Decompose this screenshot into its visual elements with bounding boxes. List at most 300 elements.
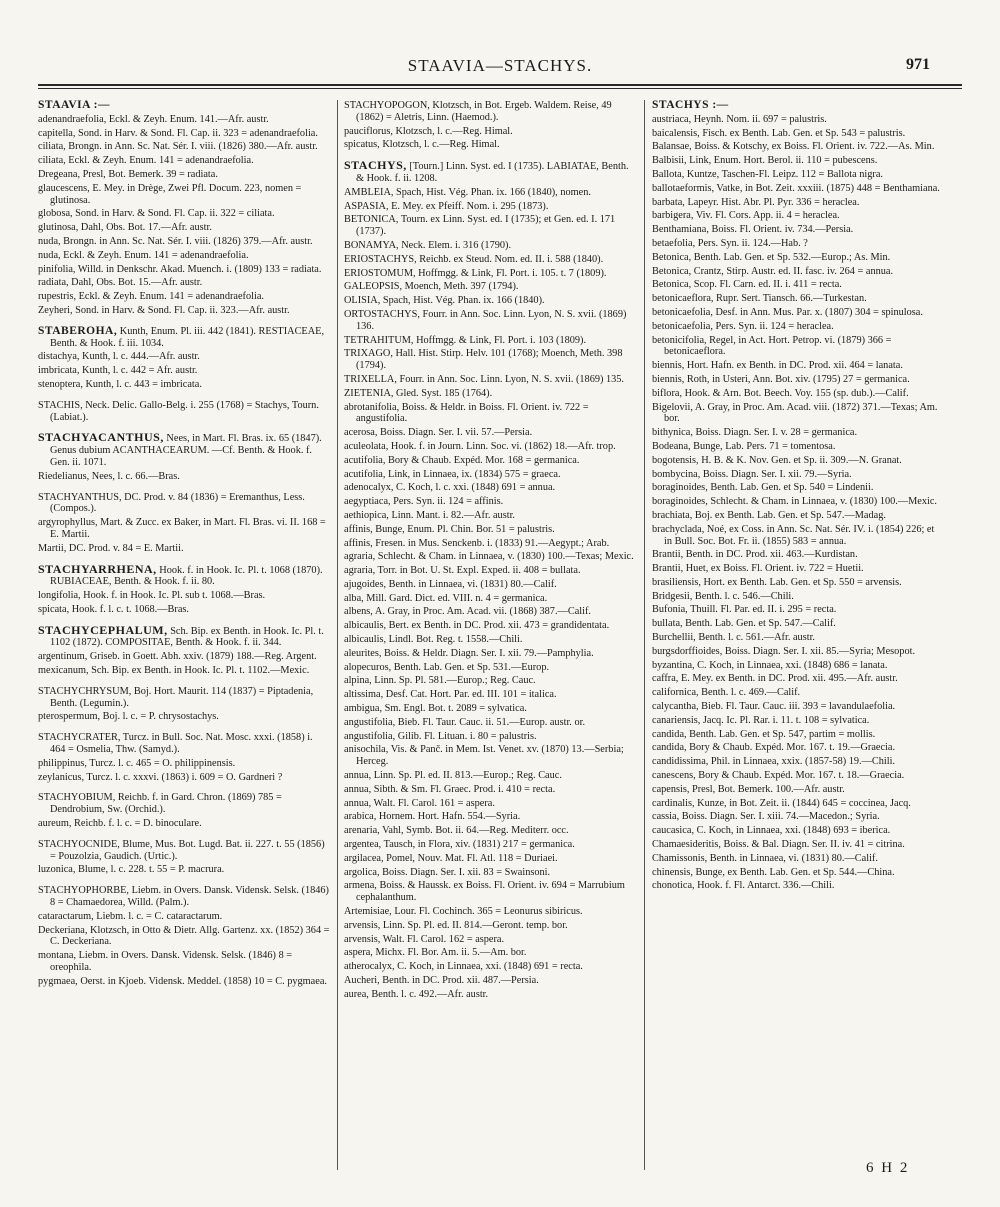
entry-text: barbigera, Viv. Fl. Cors. App. ii. 4 = heraclea. <box>652 210 840 222</box>
entry-text: calycantha, Bieb. Fl. Taur. Cauc. iii. 393 = lavandulaefolia. <box>652 701 896 713</box>
entry-text: argolica, Boiss. Diagn. Ser. I. xii. 83 = Swainsoni. <box>344 866 551 878</box>
entry-text: agraria, Schlecht. & Cham. in Linnaea, v. (1830) 100.—Texas; Mexic. <box>344 551 634 563</box>
entry-text: boraginoides, Benth. Lab. Gen. et Sp. 540 = Lindenii. <box>652 482 874 494</box>
entry-text: Artemisiae, Lour. Fl. Cochinch. 365 = Leonurus sibiricus. <box>344 906 583 918</box>
dictionary-entry <box>344 281 636 293</box>
dictionary-entry <box>344 469 636 481</box>
dictionary-entry <box>344 295 636 307</box>
entry-text: chonotica, Hook. f. Fl. Antarct. 336.—Chili. <box>652 880 835 892</box>
entry-text: AMBLEIA, Spach, Hist. Vég. Phan. ix. 166 (1840), nomen. <box>344 186 591 198</box>
entry-text: argentea, Tausch, in Flora, xiv. (1831) 217 = germanica. <box>344 839 575 851</box>
entry-text: annua, Sibth. & Sm. Fl. Graec. Prod. i. 410 = recta. <box>344 783 556 795</box>
dictionary-entry <box>344 989 636 1001</box>
entry-text: ASPASIA, E. Mey. ex Pfeiff. Nom. i. 295 (1873). <box>344 200 549 212</box>
dictionary-entry <box>652 307 944 319</box>
dictionary-entry <box>38 925 330 949</box>
dictionary-entry <box>652 374 944 386</box>
genus-name: STACHYCEPHALUM, <box>38 622 168 637</box>
entry-text: STACHYCHRYSUM, Boj. Hort. Maurit. 114 (1837) = Piptadenia, Benth. (Legumin.). <box>38 685 314 709</box>
dictionary-entry <box>652 141 944 153</box>
entry-text: Zeyheri, Sond. in Harv. & Sond. Fl. Cap. ii. 323.—Afr. austr. <box>38 304 290 316</box>
entry-text: boraginoides, Schlecht. & Cham. in Linnaea, v. (1830) 100.—Mexic. <box>652 496 938 508</box>
entry-text: nuda, Brongn. in Ann. Sc. Nat. Sér. I. viii. (1826) 379.—Afr. austr. <box>38 235 313 247</box>
dictionary-entry <box>652 197 944 209</box>
dictionary-entry <box>38 651 330 663</box>
dictionary-entry <box>38 950 330 974</box>
entry-text: abrotanifolia, Boiss. & Heldr. in Boiss. Fl. Orient. iv. 722 = angustifolia. <box>344 401 589 425</box>
dictionary-entry <box>652 469 944 481</box>
entry-text: angustifolia, Gilib. Fl. Lituan. i. 80 = palustris. <box>344 730 537 742</box>
dictionary-entry <box>344 825 636 837</box>
column-divider <box>337 100 338 1170</box>
dictionary-entry <box>652 524 944 548</box>
dictionary-entry <box>344 648 636 660</box>
entry-text: byzantina, C. Koch, in Linnaea, xxi. (1848) 686 = lanata. <box>652 659 888 671</box>
dictionary-entry <box>344 126 636 138</box>
dictionary-entry <box>652 455 944 467</box>
entry-text: STACHIS, Neck. Delic. Gallo-Belg. i. 255 (1768) = Stachys, Tourn. (Labiat.). <box>38 399 319 423</box>
entry-text: STACHYOPHORBE, Liebm. in Overs. Dansk. Vidensk. Selsk. (1846) 8 = Chamaedorea, Willd. (Palm.). <box>38 885 329 909</box>
entry-text: adenocalyx, C. Koch, l. c. xxi. (1848) 691 = annua. <box>344 482 556 494</box>
dictionary-entry <box>38 208 330 220</box>
dictionary-entry <box>38 976 330 988</box>
entry-text: Riedelianus, Nees, l. c. 66.—Bras. <box>38 470 180 482</box>
entry-text: agraria, Torr. in Bot. U. St. Expl. Exped. ii. 408 = bullata. <box>344 565 581 577</box>
dictionary-entry <box>38 885 330 909</box>
dictionary-entry <box>38 517 330 541</box>
dictionary-entry <box>344 880 636 904</box>
dictionary-entry <box>344 675 636 687</box>
entry-text: Sch. Bip. ex Benth. in Hook. Ic. Pl. t. 1102 (1872). COMPOSITAE, Benth. & Hook. f. ii. 344. <box>50 625 324 649</box>
entry-text: Brantii, Huet, ex Boiss. Fl. Orient. iv. 722 = Huetii. <box>652 563 864 575</box>
dictionary-entry <box>344 867 636 879</box>
dictionary-entry <box>344 201 636 213</box>
dictionary-entry <box>344 784 636 796</box>
dictionary-entry <box>344 798 636 810</box>
dictionary-entry <box>344 496 636 508</box>
genus-heading <box>344 160 636 185</box>
dictionary-entry <box>344 947 636 959</box>
dictionary-entry <box>652 839 944 851</box>
dictionary-entry <box>652 224 944 236</box>
entry-text: bombycina, Boiss. Diagn. Ser. I. xii. 79.—Syria. <box>652 468 852 480</box>
entry-text: Balansae, Boiss. & Kotschy, ex Boiss. Fl. Orient. iv. 722.—As. Min. <box>652 141 935 153</box>
entry-text: Bigelovii, A. Gray, in Proc. Am. Acad. viii. (1872) 371.—Texas; Am. bor. <box>652 401 938 425</box>
entry-text: betonicaefolia, Desf. in Ann. Mus. Par. x. (1807) 304 = spinulosa. <box>652 306 923 318</box>
entry-text: Bodeana, Bunge, Lab. Pers. 71 = tomentosa. <box>652 440 836 452</box>
genus-name: STACHYARRHENA, <box>38 561 157 576</box>
entry-text: nuda, Eckl. & Zeyh. Enum. 141 = adenandraefolia. <box>38 249 249 261</box>
entry-text: Deckeriana, Klotzsch, in Otto & Dietr. Allg. Gartenz. xx. (1852) 364 = C. Deckeriana. <box>38 924 330 948</box>
entry-text: [Tourn.] Linn. Syst. ed. I (1735). LABIATAE, Benth. & Hook. f. ii. 1208. <box>356 161 629 184</box>
dictionary-entry <box>344 975 636 987</box>
column-right <box>652 100 944 894</box>
entry-text: ballotaeformis, Vatke, in Bot. Zeit. xxxiii. (1875) 448 = Benthamiana. <box>652 182 940 194</box>
column-divider <box>644 100 645 1170</box>
entry-text: biennis, Roth, in Usteri, Ann. Bot. xiv. (1795) 27 = germanica. <box>652 373 910 385</box>
entry-text: burgsdorffioides, Boiss. Diagn. Ser. I. xii. 85.—Syria; Mesopot. <box>652 645 916 657</box>
dictionary-entry <box>344 934 636 946</box>
genus-name: STACHYS :— <box>652 99 729 111</box>
dictionary-entry <box>652 825 944 837</box>
entry-text: biflora, Hook. & Arn. Bot. Beech. Voy. 155 (sp. dub.).—Calif. <box>652 387 909 399</box>
dictionary-entry <box>38 772 330 784</box>
page-header <box>0 56 1000 82</box>
dictionary-entry <box>38 758 330 770</box>
dictionary-entry <box>38 839 330 863</box>
dictionary-entry <box>652 482 944 494</box>
entry-text: philippinus, Turcz. l. c. 465 = O. philippinensis. <box>38 757 236 769</box>
dictionary-entry <box>652 388 944 400</box>
dictionary-entry <box>344 388 636 400</box>
dictionary-entry <box>38 911 330 923</box>
entry-text: austriaca, Heynh. Nom. ii. 697 = palustris. <box>652 113 827 125</box>
dictionary-entry <box>344 309 636 333</box>
dictionary-entry <box>38 818 330 830</box>
entry-text: arvensis, Walt. Fl. Carol. 162 = aspera. <box>344 933 505 945</box>
entry-text: capitella, Sond. in Harv. & Sond. Fl. Cap. ii. 323 = adenandraefolia. <box>38 127 318 139</box>
entry-text: Hook. f. in Hook. Ic. Pl. t. 1068 (1870). RUBIACEAE, Benth. & Hook. f. ii. 80. <box>50 564 323 588</box>
entry-text: bullata, Benth. Lab. Gen. et Sp. 547.—Calif. <box>652 618 836 630</box>
entry-text: aurea, Benth. l. c. 492.—Afr. austr. <box>344 988 489 1000</box>
dictionary-entry <box>652 360 944 372</box>
entry-text: affinis, Bunge, Enum. Pl. Chin. Bor. 51 = palustris. <box>344 523 555 535</box>
dictionary-entry <box>344 348 636 372</box>
dictionary-entry <box>652 715 944 727</box>
dictionary-entry <box>652 673 944 685</box>
entry-text: pauciflorus, Klotzsch, l. c.—Reg. Himal. <box>344 125 513 137</box>
dictionary-entry <box>344 839 636 851</box>
dictionary-entry <box>344 717 636 729</box>
entry-text: spicatus, Klotzsch, l. c.—Reg. Himal. <box>344 139 500 151</box>
printer-signature: 6 H 2 <box>866 1160 910 1176</box>
entry-text: STACHYOBIUM, Reichb. f. in Gard. Chron. (1869) 785 = Dendrobium, Sw. (Orchid.). <box>38 792 282 816</box>
dictionary-entry <box>38 236 330 248</box>
entry-text: arenaria, Vahl, Symb. Bot. ii. 64.—Reg. Mediterr. occ. <box>344 825 569 837</box>
dictionary-entry <box>38 732 330 756</box>
dictionary-entry <box>652 798 944 810</box>
entry-text: aspera, Michx. Fl. Bor. Am. ii. 5.—Am. bor. <box>344 947 527 959</box>
entry-text: Betonica, Crantz, Stirp. Austr. ed. II. fasc. iv. 264 = annua. <box>652 265 894 277</box>
page-number: 971 <box>906 56 930 73</box>
entry-text: pterospermum, Boj. l. c. = P. chrysostachys. <box>38 711 219 723</box>
dictionary-entry <box>344 482 636 494</box>
entry-text: ERIOSTACHYS, Reichb. ex Steud. Nom. ed. II. i. 588 (1840). <box>344 253 604 265</box>
entry-text: chinensis, Bunge, ex Benth. Lab. Gen. et Sp. 544.—China. <box>652 866 895 878</box>
entry-text: aculeolata, Hook. f. in Journ. Linn. Soc. vi. (1862) 18.—Afr. trop. <box>344 440 616 452</box>
dictionary-entry <box>344 551 636 563</box>
entry-text: caffra, E. Mey. ex Benth. in DC. Prod. xii. 495.—Afr. austr. <box>652 673 898 685</box>
entry-text: STACHYOPOGON, Klotzsch, in Bot. Ergeb. Waldem. Reise, 49 (1862) = Aletris, Linn. (Haemod.). <box>344 100 612 123</box>
entry-text: pinifolia, Willd. in Denkschr. Akad. Muench. i. (1809) 133 = radiata. <box>38 263 322 275</box>
dictionary-entry <box>652 183 944 195</box>
entry-text: annua, Walt. Fl. Carol. 161 = aspera. <box>344 797 495 809</box>
dictionary-entry <box>652 770 944 782</box>
entry-text: caucasica, C. Koch, in Linnaea, xxi. (1848) 693 = iberica. <box>652 825 891 837</box>
entry-text: stenoptera, Kunth, l. c. 443 = imbricata. <box>38 378 202 390</box>
entry-text: montana, Liebm. in Overs. Dansk. Vidensk. Selsk. (1846) 8 = oreophila. <box>38 950 293 974</box>
dictionary-entry <box>38 686 330 710</box>
entry-text: Burchellii, Benth. l. c. 561.—Afr. austr. <box>652 632 816 644</box>
dictionary-entry <box>652 252 944 264</box>
entry-text: candidissima, Phil. in Linnaea, xxix. (1857-58) 19.—Chili. <box>652 756 896 768</box>
entry-text: affinis, Fresen. in Mus. Senckenb. i. (1833) 91.—Aegypt.; Arab. <box>344 537 610 549</box>
dictionary-entry <box>38 169 330 181</box>
dictionary-entry <box>344 524 636 536</box>
dictionary-entry <box>344 811 636 823</box>
dictionary-entry <box>38 864 330 876</box>
entry-text: adenandraefolia, Eckl. & Zeyh. Enum. 141.—Afr. austr. <box>38 113 269 125</box>
genus-heading <box>38 100 330 112</box>
dictionary-entry <box>652 321 944 333</box>
entry-text: aegyptiaca, Pers. Syn. ii. 124 = affinis. <box>344 496 504 508</box>
entry-text: BONAMYA, Neck. Elem. i. 316 (1790). <box>344 239 512 251</box>
entry-text: barbata, Lapeyr. Hist. Abr. Pl. Pyr. 336 = heraclea. <box>652 196 860 208</box>
entry-text: armena, Boiss. & Haussk. ex Boiss. Fl. Orient. iv. 694 = Marrubium cephalanthum. <box>344 880 625 904</box>
dictionary-entry <box>344 268 636 280</box>
dictionary-entry <box>344 374 636 386</box>
dictionary-entry <box>344 593 636 605</box>
dictionary-entry <box>344 538 636 550</box>
entry-text: albicaulis, Lindl. Bot. Reg. t. 1558.—Chili. <box>344 634 523 646</box>
entry-text: alopecuros, Benth. Lab. Gen. et Sp. 531.—Europ. <box>344 661 550 673</box>
entry-text: Dregeana, Presl, Bot. Bemerk. 39 = radiata. <box>38 168 218 180</box>
dictionary-entry <box>38 379 330 391</box>
dictionary-entry <box>344 510 636 522</box>
header-rule-thin <box>38 88 962 89</box>
dictionary-entry <box>38 351 330 363</box>
dictionary-entry <box>38 400 330 424</box>
dictionary-entry <box>38 471 330 483</box>
dictionary-entry <box>652 335 944 359</box>
entry-text: californica, Benth. l. c. 469.—Calif. <box>652 687 801 699</box>
dictionary-entry <box>652 742 944 754</box>
dictionary-entry <box>344 606 636 618</box>
entry-text: albicaulis, Bert. ex Benth. in DC. Prod. xii. 473 = grandidentata. <box>344 620 610 632</box>
dictionary-entry <box>652 880 944 892</box>
entry-text: acerosa, Boiss. Diagn. Ser. I. vii. 57.—Persia. <box>344 427 533 439</box>
entry-text: STACHYANTHUS, DC. Prod. v. 84 (1836) = Eremanthus, Less. (Compos.). <box>38 491 305 515</box>
entry-text: Chamaesideritis, Boiss. & Bal. Diagn. Ser. II. iv. 41 = citrina. <box>652 839 905 851</box>
entry-text: OLISIA, Spach, Hist. Vég. Phan. ix. 166 (1840). <box>344 295 545 307</box>
entry-text: arvensis, Linn. Sp. Pl. ed. II. 814.—Geront. temp. bor. <box>344 919 568 931</box>
genus-heading <box>38 326 330 350</box>
entry-text: albens, A. Gray, in Proc. Am. Acad. vii. (1868) 387.—Calif. <box>344 606 591 618</box>
genus-heading <box>652 100 944 112</box>
dictionary-entry <box>344 579 636 591</box>
entry-text: bogotensis, H. B. & K. Nov. Gen. et Sp. ii. 309.—N. Granat. <box>652 454 902 466</box>
dictionary-entry <box>38 128 330 140</box>
entry-text: Betonica, Scop. Fl. Carn. ed. II. i. 411 = recta. <box>652 279 842 291</box>
entry-text: Chamissonis, Benth. in Linnaea, vi. (1831) 80.—Calif. <box>652 852 878 864</box>
dictionary-entry <box>652 604 944 616</box>
entry-text: BETONICA, Tourn. ex Linn. Syst. ed. I (1735); et Gen. ed. I. 171 (1737). <box>344 214 616 238</box>
dictionary-entry <box>38 665 330 677</box>
entry-text: zeylanicus, Turcz. l. c. xxxvi. (1863) i. 609 = O. Gardneri ? <box>38 771 283 783</box>
dictionary-entry <box>652 402 944 426</box>
entry-text: glaucescens, E. Mey. in Drège, Zwei Pfl. Docum. 223, nomen = glutinosa. <box>38 182 302 206</box>
genus-name: STABEROHA, <box>38 324 118 337</box>
dictionary-entry <box>38 222 330 234</box>
entry-text: betonicaeflora, Rupr. Sert. Tiansch. 66.—Turkestan. <box>652 293 867 305</box>
dictionary-entry <box>344 853 636 865</box>
entry-text: Betonica, Benth. Lab. Gen. et Sp. 532.—Europ.; As. Min. <box>652 251 891 263</box>
dictionary-entry <box>652 210 944 222</box>
dictionary-entry <box>38 492 330 516</box>
entry-text: STACHYCRATER, Turcz. in Bull. Soc. Nat. Mosc. xxxi. (1858) i. 464 = Osmelia, Thw. (Samyd.). <box>38 732 313 756</box>
dictionary-entry <box>38 141 330 153</box>
entry-text: Nees, in Mart. Fl. Bras. ix. 65 (1847). Genus dubium ACANTHACEARUM. —Cf. Benth. & Hook. f. Gen. ii. 1071. <box>50 433 322 468</box>
dictionary-entry <box>344 214 636 238</box>
dictionary-entry <box>344 402 636 426</box>
entry-text: angustifolia, Bieb. Fl. Taur. Cauc. ii. 51.—Europ. austr. or. <box>344 716 586 728</box>
header-rule <box>38 84 962 86</box>
dictionary-entry <box>344 961 636 973</box>
entry-text: TETRAHITUM, Hoffmgg. & Link, Fl. Port. i. 103 (1809). <box>344 334 587 346</box>
dictionary-entry <box>652 646 944 658</box>
entry-text: globosa, Sond. in Harv. & Sond. Fl. Cap. ii. 322 = ciliata. <box>38 208 275 220</box>
entry-text: cassia, Boiss. Diagn. Ser. I. xiii. 74.—Macedon.; Syria. <box>652 811 880 823</box>
entry-text: ORTOSTACHYS, Fourr. in Ann. Soc. Linn. Lyon, N. S. xvii. (1869) 136. <box>344 308 627 332</box>
dictionary-entry <box>38 711 330 723</box>
entry-text: TRIXAGO, Hall. Hist. Stirp. Helv. 101 (1768); Moench, Meth. 398 (1794). <box>344 348 623 372</box>
entry-text: anisochila, Vis. & Panč. in Mem. Ist. Venet. xv. (1870) 13.—Serbia; Herceg. <box>344 744 624 768</box>
dictionary-entry <box>652 128 944 140</box>
dictionary-entry <box>652 496 944 508</box>
dictionary-entry <box>38 543 330 555</box>
entry-text: Brantii, Benth. in DC. Prod. xii. 463.—Kurdistan. <box>652 549 858 561</box>
entry-text: Bufonia, Thuill. Fl. Par. ed. II. i. 295 = recta. <box>652 604 837 616</box>
entry-text: aureum, Reichb. f. l. c. = D. binoculare. <box>38 818 202 830</box>
dictionary-entry <box>344 634 636 646</box>
dictionary-entry <box>38 792 330 816</box>
dictionary-entry <box>344 254 636 266</box>
entry-text: pygmaea, Oerst. in Kjoeb. Vidensk. Meddel. (1858) 10 = C. pygmaea. <box>38 975 327 987</box>
entry-text: luzonica, Blume, l. c. 228. t. 55 = P. macrura. <box>38 864 225 876</box>
entry-text: ciliata, Eckl. & Zeyh. Enum. 141 = adenandraefolia. <box>38 155 254 167</box>
dictionary-entry <box>652 279 944 291</box>
entry-text: Aucheri, Benth. in DC. Prod. xii. 487.—Persia. <box>344 975 539 986</box>
entry-text: argilacea, Pomel, Nouv. Mat. Fl. Atl. 118 = Duriaei. <box>344 852 558 864</box>
dictionary-entry <box>652 811 944 823</box>
dictionary-entry <box>38 114 330 126</box>
dictionary-entry <box>652 293 944 305</box>
genus-heading <box>38 561 330 589</box>
entry-text: acutifolia, Bory & Chaub. Expéd. Mor. 168 = germanica. <box>344 454 580 466</box>
genus-heading <box>38 432 330 468</box>
genus-name: STACHYS, <box>344 158 407 173</box>
dictionary-entry <box>344 703 636 715</box>
entry-text: argyrophyllus, Mart. & Zucc. ex Baker, in Mart. Fl. Bras. vi. II. 168 = E. Martii. <box>38 517 326 540</box>
dictionary-entry <box>652 563 944 575</box>
entry-text: longifolia, Hook. f. in Hook. Ic. Pl. sub t. 1068.—Bras. <box>38 590 266 602</box>
dictionary-entry <box>652 549 944 561</box>
dictionary-entry <box>344 920 636 932</box>
dictionary-entry <box>652 687 944 699</box>
column-middle <box>344 100 636 1003</box>
entry-text: imbricata, Kunth, l. c. 442 = Afr. austr. <box>38 365 198 377</box>
entry-text: brachiata, Boj. ex Benth. Lab. Gen. et Sp. 547.—Madag. <box>652 509 886 521</box>
entry-text: biennis, Hort. Hafn. ex Benth. in DC. Prod. xii. 464 = lanata. <box>652 360 903 372</box>
dictionary-entry <box>652 238 944 250</box>
dictionary-entry <box>344 100 636 124</box>
dictionary-entry <box>344 187 636 199</box>
dictionary-entry <box>652 427 944 439</box>
dictionary-entry <box>652 729 944 741</box>
dictionary-entry <box>652 169 944 181</box>
dictionary-entry <box>38 277 330 289</box>
dictionary-entry <box>652 660 944 672</box>
dictionary-entry <box>38 590 330 602</box>
dictionary-entry <box>38 305 330 317</box>
dictionary-entry <box>344 441 636 453</box>
dictionary-entry <box>652 756 944 768</box>
entry-text: betonicaefolia, Pers. Syn. ii. 124 = heraclea. <box>652 320 834 332</box>
entry-text: capensis, Presl, Bot. Bemerk. 100.—Afr. austr. <box>652 783 845 795</box>
entry-text: acutifolia, Link, in Linnaea, ix. (1834) 575 = graeca. <box>344 468 561 480</box>
entry-text: TRIXELLA, Fourr. in Ann. Soc. Linn. Lyon, N. S. xvii. (1869) 135. <box>344 373 625 385</box>
entry-text: spicata, Hook. f. l. c. t. 1068.—Bras. <box>38 603 189 615</box>
entry-text: STACHYOCNIDE, Blume, Mus. Bot. Lugd. Bat. ii. 227. t. 55 (1856) = Pouzolzia, Gaudich. (Urtic.). <box>38 838 325 862</box>
entry-text: annua, Linn. Sp. Pl. ed. II. 813.—Europ.; Reg. Cauc. <box>344 770 562 782</box>
dictionary-entry <box>652 441 944 453</box>
dictionary-entry <box>38 183 330 207</box>
entry-text: baicalensis, Fisch. ex Benth. Lab. Gen. et Sp. 543 = palustris. <box>652 127 906 139</box>
entry-text: brasiliensis, Hort. ex Benth. Lab. Gen. et Sp. 550 = arvensis. <box>652 576 902 588</box>
entry-text: bithynica, Boiss. Diagn. Ser. I. v. 28 = germanica. <box>652 427 858 439</box>
entry-text: distachya, Kunth, l. c. 444.—Afr. austr. <box>38 351 200 363</box>
entry-text: ciliata, Brongn. in Ann. Sc. Nat. Sér. I. viii. (1826) 380.—Afr. austr. <box>38 141 318 153</box>
dictionary-entry <box>344 565 636 577</box>
dictionary-entry <box>38 155 330 167</box>
entry-text: betonicifolia, Regel, in Act. Hort. Petrop. vi. (1879) 366 = betonicaeflora. <box>652 334 892 358</box>
entry-text: ambigua, Sm. Engl. Bot. t. 2089 = sylvatica. <box>344 703 527 715</box>
dictionary-entry <box>38 604 330 616</box>
dictionary-entry <box>344 662 636 674</box>
entry-text: Bridgesii, Benth. l. c. 546.—Chili. <box>652 590 794 602</box>
entry-text: mexicanum, Sch. Bip. ex Benth. in Hook. Ic. Pl. t. 1102.—Mexic. <box>38 665 310 677</box>
dictionary-entry <box>344 689 636 701</box>
entry-text: GALEOPSIS, Moench, Meth. 397 (1794). <box>344 281 519 293</box>
dictionary-entry <box>652 867 944 879</box>
entry-text: aleurites, Boiss. & Heldr. Diagn. Ser. I. xii. 79.—Pamphylia. <box>344 647 594 659</box>
dictionary-entry <box>344 906 636 918</box>
entry-text: aethiopica, Linn. Mant. i. 82.—Afr. austr. <box>344 509 516 521</box>
dictionary-entry <box>344 455 636 467</box>
entry-text: cataractarum, Liebm. l. c. = C. cataractarum. <box>38 910 223 922</box>
entry-text: Kunth, Enum. Pl. iii. 442 (1841). RESTIACEAE, Benth. & Hook. f. iii. 1034. <box>50 325 325 349</box>
entry-text: betaefolia, Pers. Syn. ii. 124.—Hab. ? <box>652 237 808 249</box>
dictionary-entry <box>652 853 944 865</box>
entry-text: arabica, Hornem. Hort. Hafn. 554.—Syria. <box>344 811 521 823</box>
dictionary-entry <box>38 264 330 276</box>
genus-name: STACHYACANTHUS, <box>38 430 164 445</box>
dictionary-entry <box>652 577 944 589</box>
dictionary-entry <box>344 620 636 632</box>
entry-text: argentinum, Griseb. in Goett. Abh. xxiv. (1879) 188.—Reg. Argent. <box>38 651 317 663</box>
genus-name: STAAVIA :— <box>38 99 110 111</box>
entry-text: glutinosa, Dahl, Obs. Bot. 17.—Afr. austr. <box>38 222 212 234</box>
running-title: STAAVIA—STACHYS. <box>407 56 593 75</box>
entry-text: candida, Bory & Chaub. Expéd. Mor. 167. t. 19.—Graecia. <box>652 742 896 754</box>
entry-text: altissima, Desf. Cat. Hort. Par. ed. III. 101 = italica. <box>344 689 557 701</box>
entry-text: Ballota, Kuntze, Taschen-Fl. Leipz. 112 = Ballota nigra. <box>652 168 883 180</box>
entry-text: Benthamiana, Boiss. Fl. Orient. iv. 734.—Persia. <box>652 224 854 236</box>
dictionary-entry <box>652 114 944 126</box>
dictionary-entry <box>344 427 636 439</box>
dictionary-entry <box>652 632 944 644</box>
entry-text: canariensis, Jacq. Ic. Pl. Rar. i. 11. t. 108 = sylvatica. <box>652 714 870 726</box>
